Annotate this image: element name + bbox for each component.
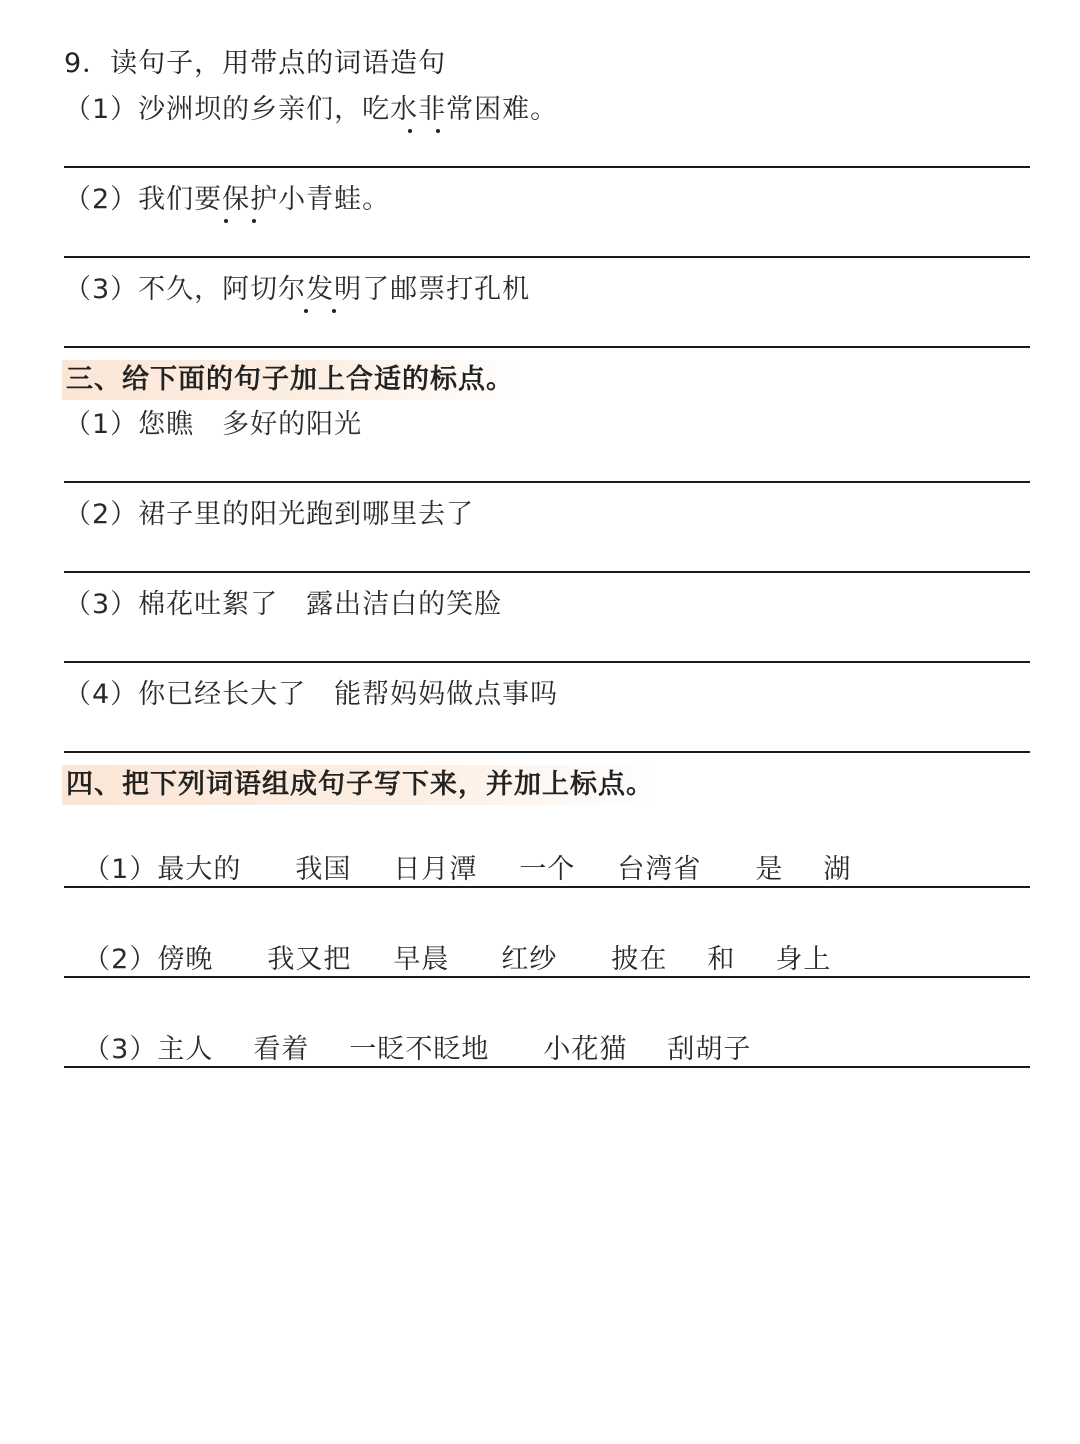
item-number: （1） [83,854,158,885]
answer-line[interactable] [64,571,1030,573]
section-9-item-3: （3）不久，阿切尔发明了邮票打孔机 [64,274,531,305]
answer-line[interactable] [64,751,1030,753]
word-chip: 和 [707,944,736,975]
answer-line[interactable] [64,256,1030,258]
word-chip: 早晨 [393,944,450,975]
answer-line[interactable] [64,976,1030,978]
word-chip: 看着 [253,1034,310,1065]
section-4-item-3 [64,990,751,1070]
item-number: （2） [83,944,158,975]
word-chip: 一个 [519,854,576,885]
answer-line[interactable] [64,886,1030,888]
word-chip: 小花猫 [543,1034,628,1065]
section-4-item-2 [64,900,831,980]
section-4-heading: 四、把下列词语组成句子写下来，并加上标点。 [62,765,660,805]
section-9-item-2: （2）我们要保护小青蛙。 [64,184,391,215]
word-chip: 日月潭 [393,854,478,885]
answer-line[interactable] [64,481,1030,483]
word-chip: 披在 [611,944,668,975]
emphasis-dot [224,219,228,223]
item-number: （3） [83,1034,158,1065]
word-chip: 最大的 [157,854,242,885]
section-3-item-4: （4）你已经长大了 能帮妈妈做点事吗 [64,679,559,710]
section-9-item-1: （1）沙洲坝的乡亲们，吃水非常困难。 [64,94,559,125]
section-4-item-1 [64,810,851,890]
word-chip: 湖 [823,854,852,885]
word-chip: 傍晚 [157,944,214,975]
word-chip: 台湾省 [617,854,702,885]
answer-line[interactable] [64,346,1030,348]
word-chip: 我又把 [267,944,352,975]
word-chip: 红纱 [501,944,558,975]
word-chip: 刮胡子 [667,1034,752,1065]
section-9-title: 9．读句子，用带点的词语造句 [64,48,447,79]
emphasis-dot [252,219,256,223]
section-3-item-3: （3）棉花吐絮了 露出洁白的笑脸 [64,589,503,620]
answer-line[interactable] [64,661,1030,663]
word-chip: 一眨不眨地 [349,1034,490,1065]
section-3-item-2: （2）裙子里的阳光跑到哪里去了 [64,499,475,530]
emphasis-dot [332,309,336,313]
word-chip: 是 [755,854,784,885]
emphasis-dot [304,309,308,313]
section-3-item-1: （1）您瞧 多好的阳光 [64,409,363,440]
answer-line[interactable] [64,1066,1030,1068]
word-chip: 我国 [295,854,352,885]
answer-line[interactable] [64,166,1030,168]
section-3-heading: 三、给下面的句子加上合适的标点。 [62,360,520,400]
emphasis-dot [436,129,440,133]
word-chip: 主人 [157,1034,214,1065]
word-chip: 身上 [775,944,832,975]
emphasis-dot [408,129,412,133]
